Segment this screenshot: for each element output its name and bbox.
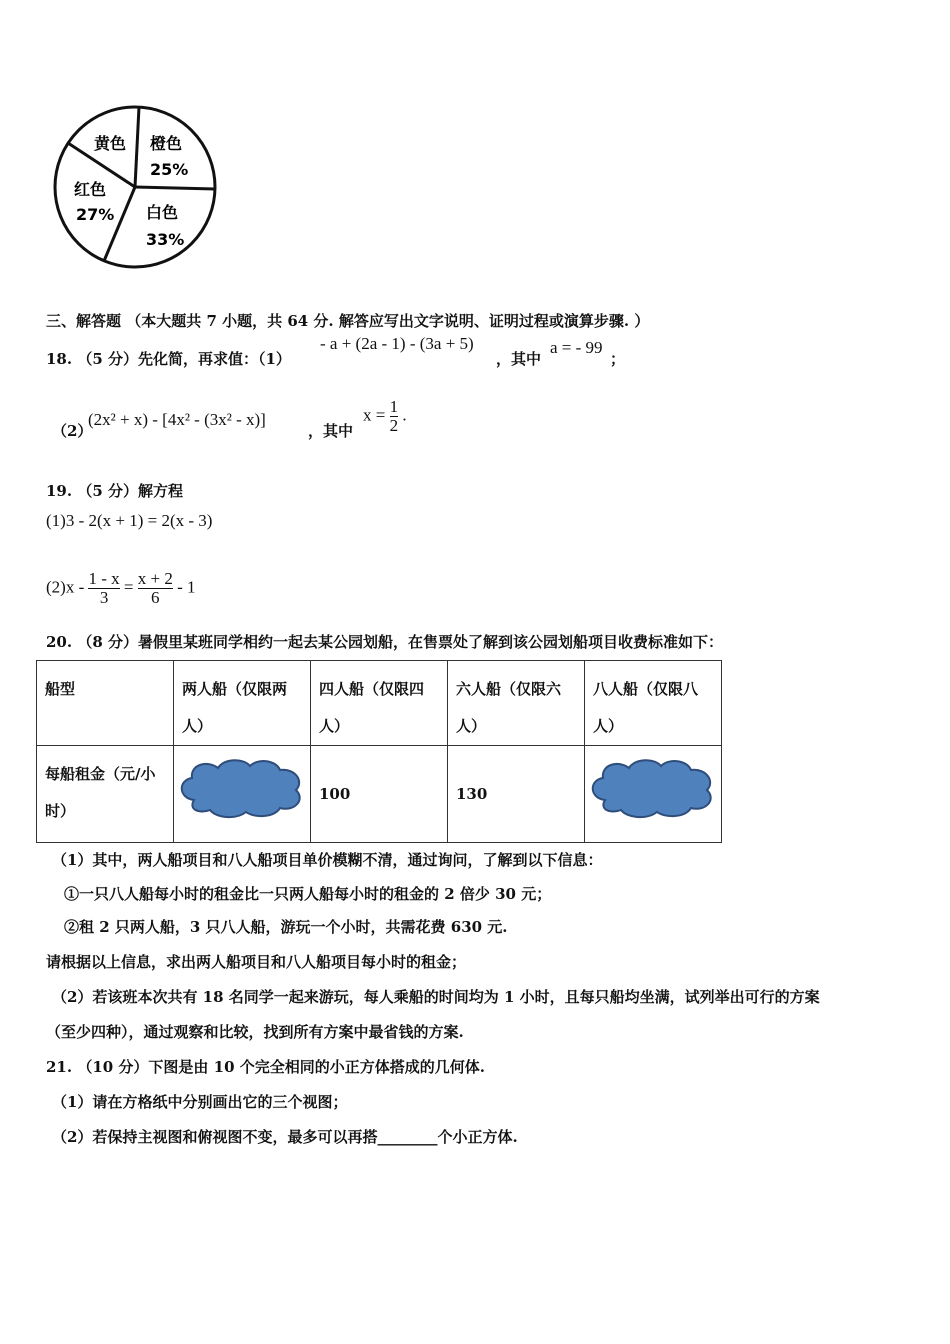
section-title: 三、解答题 （本大题共 7 小题，共 64 分. 解答应写出文字说明、证明过程或演算步骤. ）: [46, 312, 650, 330]
pie-label-orange: 橙色: [150, 134, 183, 153]
table-cell-rent-label: 每船租金（元/小时）: [37, 746, 174, 843]
q20-part2a: （2）若该班本次共有 18 名同学一起来游玩，每人乘船的时间均为 1 小时，且每只船均坐满，试列举出可行的方案: [52, 988, 820, 1006]
cloud-icon: [174, 752, 310, 822]
pie-label-yellow: 黄色: [94, 134, 127, 153]
table-cell-two-person-price: [174, 746, 311, 843]
q20-head: 20. （8 分）暑假里某班同学相约一起去某公园划船，在售票处了解到该公园划船项目收费标准如下：: [46, 633, 723, 651]
q19-eq2-f1-num: 1 - x: [88, 569, 120, 588]
q19-eq2-f2-den: 6: [151, 588, 160, 607]
q20-info1: ①一只八人船每小时的租金比一只两人船每小时的租金的 2 倍少 30 元；: [64, 885, 552, 903]
q19-eq1: (1)3 - 2(x + 1) = 2(x - 3): [46, 511, 213, 530]
q21-part2: （2）若保持主视图和俯视图不变，最多可以再搭________个小正方体.: [52, 1128, 518, 1146]
q20-ask: 请根据以上信息，求出两人船项目和八人船项目每小时的租金；: [46, 953, 467, 971]
pie-pct-red: 27%: [76, 205, 115, 224]
q20-part1: （1）其中，两人船项目和八人船项目单价模糊不清，通过询问，了解到以下信息：: [52, 851, 603, 869]
table-cell-four-person: 四人船（仅限四人）: [311, 661, 448, 746]
q19-eq2-tail: - 1: [177, 577, 196, 597]
q18-cond1: a = - 99: [550, 338, 603, 357]
q18-cond2-den: 2: [389, 416, 399, 435]
pie-chart: [50, 105, 230, 275]
table-cell-two-person: 两人船（仅限两人）: [174, 661, 311, 746]
table-cell-boat-type: 船型: [37, 661, 174, 746]
cloud-icon: [585, 752, 721, 822]
q18-cond2: [363, 398, 407, 435]
q18-mid1: ，其中: [496, 350, 542, 368]
q18-head: 18. （5 分）先化简，再求值：（1）: [46, 350, 291, 368]
fee-table: [36, 660, 722, 843]
q20-part2b: （至少四种），通过观察和比较，找到所有方案中最省钱的方案.: [46, 1023, 464, 1041]
pie-pct-white: 33%: [146, 230, 185, 249]
q20-info2: ②租 2 只两人船，3 只八人船，游玩一个小时，共需花费 630 元.: [64, 918, 508, 936]
q18-expr1: - a + (2a - 1) - (3a + 5): [320, 334, 474, 353]
q18-expr2: (2x² + x) - [4x² - (3x² - x)]: [88, 410, 266, 429]
q21-part1: （1）请在方格纸中分别画出它的三个视图；: [52, 1093, 348, 1111]
table-cell-six-person-price: 130: [448, 746, 585, 843]
q18-cond2-lhs: x =: [363, 405, 386, 425]
table-cell-eight-person: 八人船（仅限八人）: [585, 661, 722, 746]
q19-eq2-eq: =: [123, 577, 134, 597]
pie-pct-orange: 25%: [150, 160, 189, 179]
q19-eq2: [46, 570, 196, 607]
table-cell-four-person-price: 100: [311, 746, 448, 843]
q19-eq2-f2-num: x + 2: [137, 569, 173, 588]
table-cell-eight-person-price: [585, 746, 722, 843]
pie-label-white: 白色: [146, 203, 179, 222]
q18-mid2: ，其中: [308, 422, 354, 440]
q19-eq2-lhs: (2)x -: [46, 577, 85, 597]
pie-divider-orange-white: [135, 187, 215, 189]
table-row: [37, 661, 722, 746]
q18-cond2-num: 1: [389, 397, 399, 416]
pie-label-red: 红色: [74, 180, 107, 199]
q18-part2-label: （2）: [52, 422, 93, 440]
q19-eq2-f1-den: 3: [99, 588, 109, 607]
q19-head: 19. （5 分）解方程: [46, 482, 183, 500]
q18-end2: .: [402, 405, 407, 425]
q21-head: 21. （10 分）下图是由 10 个完全相同的小正方体搭成的几何体.: [46, 1058, 485, 1076]
table-row: [37, 746, 722, 843]
table-cell-six-person: 六人船（仅限六人）: [448, 661, 585, 746]
q18-end1: ；: [610, 350, 626, 368]
